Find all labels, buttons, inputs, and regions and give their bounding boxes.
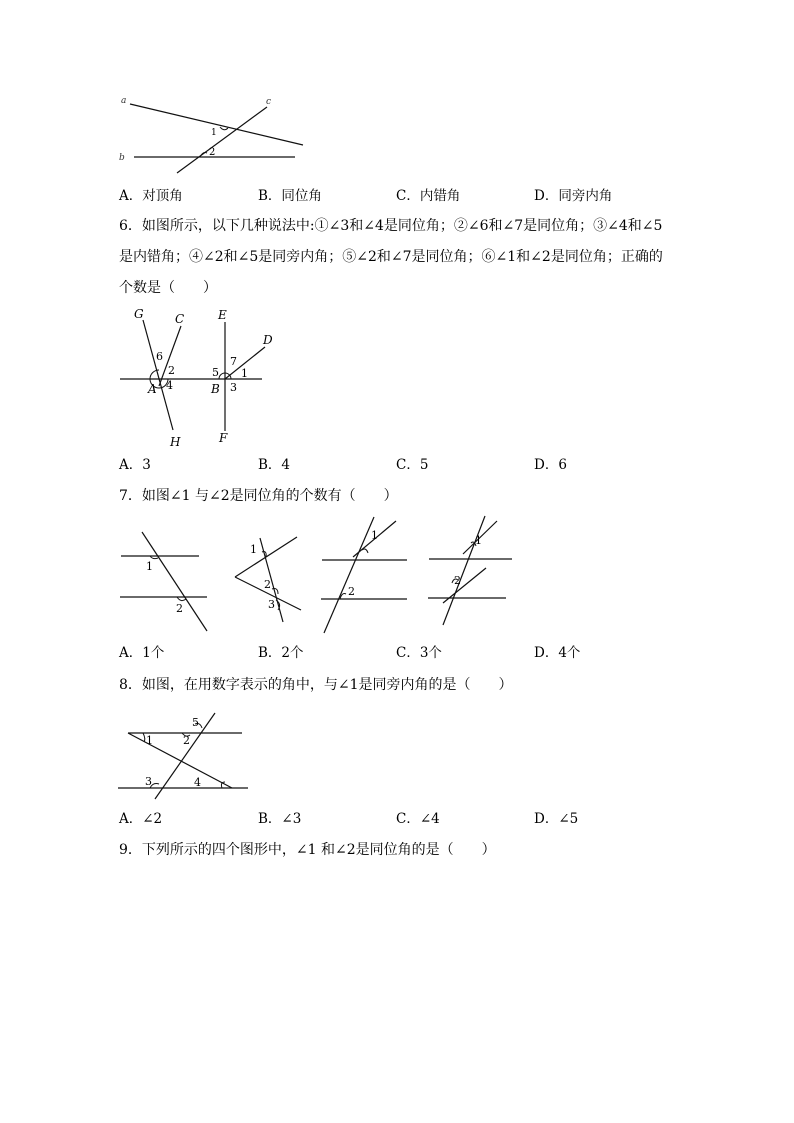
label-a: a <box>121 96 127 106</box>
q7-f1-label-1: 1 <box>146 560 153 573</box>
q8-label-1: 1 <box>146 734 153 747</box>
q8-option-b[interactable]: B．∠3 <box>258 811 302 827</box>
label-c: C <box>175 312 185 326</box>
q5-option-d[interactable]: D．同旁内角 <box>534 188 613 204</box>
label-b: B <box>211 382 220 396</box>
q9-stem: 9．下列所示的四个图形中，∠1 和∠2是同位角的是（ ） <box>119 842 496 858</box>
label-d: D <box>263 333 273 347</box>
q7-f3-label-1: 1 <box>371 529 378 542</box>
q5-option-b[interactable]: B．同位角 <box>258 188 322 204</box>
label-f: F <box>219 431 228 445</box>
label-angle-1: 1 <box>241 367 248 380</box>
q8-label-4: 4 <box>194 776 201 789</box>
label-e: E <box>218 308 227 322</box>
q8-option-d[interactable]: D．∠5 <box>534 811 579 827</box>
label-angle-3: 3 <box>230 381 237 394</box>
label-angle-1: 1 <box>211 128 217 138</box>
q7-f2-label-1: 1 <box>250 543 257 556</box>
q7-f3-label-2: 2 <box>348 585 355 598</box>
q6-stem-line-3: 个数是（ ） <box>119 280 217 296</box>
q8-label-2: 2 <box>183 734 190 747</box>
q7-f1-label-2: 2 <box>176 602 183 615</box>
label-b: b <box>119 153 125 163</box>
label-angle-5: 5 <box>212 366 219 379</box>
label-h: H <box>170 435 181 449</box>
label-angle-7: 7 <box>230 355 237 368</box>
q7-option-a[interactable]: A．1个 <box>119 645 165 661</box>
q7-option-b[interactable]: B．2个 <box>258 645 304 661</box>
q6-option-b[interactable]: B．4 <box>258 457 291 473</box>
q7-f4-label-2: 2 <box>454 574 461 587</box>
q7-option-d[interactable]: D．4个 <box>534 645 581 661</box>
label-angle-2: 2 <box>209 147 216 158</box>
q6-stem-line-1: 6．如图所示，以下几种说法中:①∠3和∠4是同位角；②∠6和∠7是同位角；③∠4和∠5 <box>119 218 663 234</box>
q6-option-c[interactable]: C．5 <box>396 457 429 473</box>
q7-f2-label-3: 3 <box>268 598 275 611</box>
q6-stem-line-2: 是内错角；④∠2和∠5是同旁内角；⑤∠2和∠7是同位角；⑥∠1和∠2是同位角；正确的 <box>119 249 663 265</box>
q7-stem: 7．如图∠1 与∠2是同位角的个数有（ ） <box>119 488 398 504</box>
q6-option-d[interactable]: D．6 <box>534 457 567 473</box>
label-angle-6: 6 <box>156 350 163 363</box>
q7-f2-label-2: 2 <box>264 578 271 591</box>
q5-option-a[interactable]: A．对顶角 <box>119 188 183 204</box>
q7-option-c[interactable]: C．3个 <box>396 645 442 661</box>
q8-label-5: 5 <box>192 716 199 729</box>
label-angle-4: 4 <box>166 379 173 392</box>
q6-option-a[interactable]: A．3 <box>119 457 151 473</box>
q5-option-c[interactable]: C．内错角 <box>396 188 461 204</box>
label-c: c <box>266 97 272 107</box>
label-g: G <box>134 307 144 321</box>
q8-option-a[interactable]: A．∠2 <box>119 811 163 827</box>
q8-option-c[interactable]: C．∠4 <box>396 811 440 827</box>
q8-stem: 8．如图，在用数字表示的角中，与∠1是同旁内角的是（ ） <box>119 677 513 693</box>
label-angle-2: 2 <box>168 364 175 377</box>
label-a: A <box>148 382 157 396</box>
q8-label-3: 3 <box>145 775 152 788</box>
q7-f4-label-1: 1 <box>475 534 482 547</box>
